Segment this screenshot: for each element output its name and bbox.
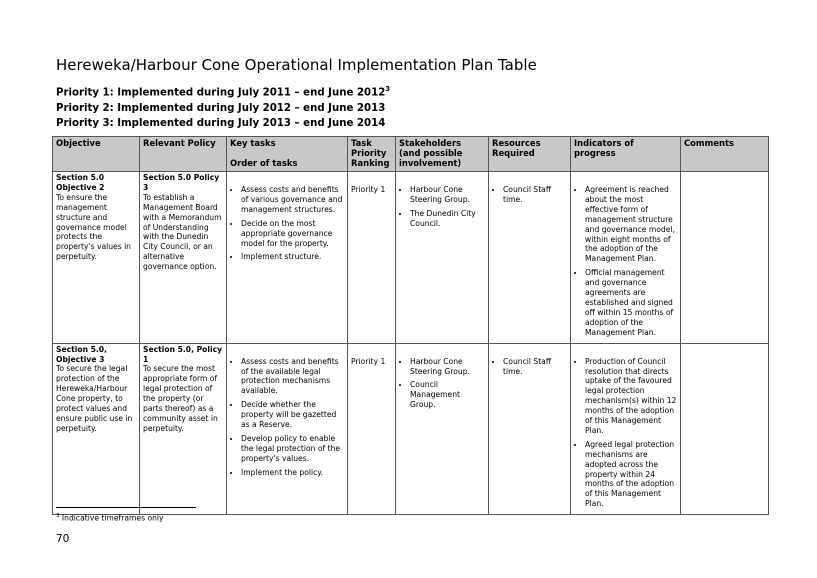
- header-comments: Comments: [681, 137, 769, 172]
- table-row: [53, 343, 769, 515]
- objective-cell: Section 5.0, Objective 3 To secure the legal protection of the Hereweka/Harbour Cone property, to protect values and ensure public use in perpetuity.: [53, 343, 140, 515]
- header-key-tasks: Key tasks Order of tasks: [227, 137, 348, 172]
- priority-2-line: Priority 2: Implemented during July 2012 – end June 2013: [56, 102, 386, 114]
- table-row: [53, 172, 769, 344]
- header-priority: Task Priority Ranking: [348, 137, 396, 172]
- implementation-plan-table: [52, 136, 769, 515]
- list-item: • Official management and governance agreements are established and signed off within 15 months of adoption of the Management Plan.: [585, 268, 677, 337]
- indicators-cell: [571, 343, 681, 515]
- list-item: • Decide on the most appropriate governance model for the property.: [241, 219, 344, 249]
- stakeholders-cell: [396, 172, 489, 344]
- list-item: • Assess costs and benefits of various governance and management structures.: [241, 185, 344, 215]
- resources-cell: [489, 172, 571, 344]
- header-indicators: Indicators of progress: [571, 137, 681, 172]
- objective-cell: Section 5.0 Objective 2 To ensure the management structure and governance model protects the property's values in perpetuity.: [53, 172, 140, 344]
- priority-cell: Priority 1: [348, 172, 396, 344]
- list-item: • Harbour Cone Steering Group.: [410, 357, 485, 377]
- policy-cell: Section 5.0, Policy 1 To secure the most appropriate form of legal protection of the property (or parts thereof) as a community asset in perpetuity.: [140, 343, 227, 515]
- list-item: • Develop policy to enable the legal protection of the property's values.: [241, 434, 344, 464]
- list-item: • Implement the policy.: [241, 468, 344, 478]
- header-policy: Relevant Policy: [140, 137, 227, 172]
- priority-1-line: Priority 1: Implemented during July 2011 – end June 2012$^3$: [56, 85, 391, 99]
- footnote-ref: 3: [385, 85, 391, 93]
- policy-cell: Section 5.0 Policy 3 To establish a Management Board with a Memorandum of Understanding with the Dunedin City Council, or an alternative governance option.: [140, 172, 227, 344]
- priority-3-line: Priority 3: Implemented during July 2013 – end June 2014: [56, 117, 386, 129]
- list-item: • Implement structure.: [241, 252, 344, 262]
- table-header-row: [53, 137, 769, 172]
- indicators-cell: [571, 172, 681, 344]
- key-tasks-cell: [227, 343, 348, 515]
- page-number: 70: [56, 533, 70, 545]
- list-item: • Assess costs and benefits of the available legal protection mechanisms available.: [241, 357, 344, 397]
- stakeholders-cell: [396, 343, 489, 515]
- list-item: • Agreed legal protection mechanisms are adopted across the property within 24 months of the adoption of this Management Plan.: [585, 440, 677, 509]
- header-order-of-tasks: Order of tasks: [230, 158, 298, 168]
- list-item: • Decide whether the property will be gazetted as a Reserve.: [241, 400, 344, 430]
- header-resources: Resources Required: [489, 137, 571, 172]
- comments-cell: [681, 172, 769, 344]
- header-stakeholders: Stakeholders (and possible involvement): [396, 137, 489, 172]
- footnote: $^3$ Indicative timeframes only: [56, 513, 164, 523]
- list-item: • The Dunedin City Council.: [410, 209, 485, 229]
- list-item: • Harbour Cone Steering Group.: [410, 185, 485, 205]
- list-item: • Production of Council resolution that directs uptake of the favoured legal protection mechanism(s) within 12 months of the adoption of this Management Plan.: [585, 357, 677, 436]
- header-objective: Objective: [53, 137, 140, 172]
- resources-cell: [489, 343, 571, 515]
- page-title: Hereweka/Harbour Cone Operational Implementation Plan Table: [56, 56, 537, 74]
- priority-list: [56, 82, 390, 131]
- list-item: • Council Staff time.: [503, 357, 567, 377]
- list-item: • Council Staff time.: [503, 185, 567, 205]
- list-item: • Agreement is reached about the most effective form of management structure and governance model, within eight months of the adoption of the Management Plan.: [585, 185, 677, 264]
- priority-cell: Priority 1: [348, 343, 396, 515]
- footnote-divider: [56, 507, 196, 508]
- key-tasks-cell: [227, 172, 348, 344]
- comments-cell: [681, 343, 769, 515]
- list-item: • Council Management Group.: [410, 380, 485, 410]
